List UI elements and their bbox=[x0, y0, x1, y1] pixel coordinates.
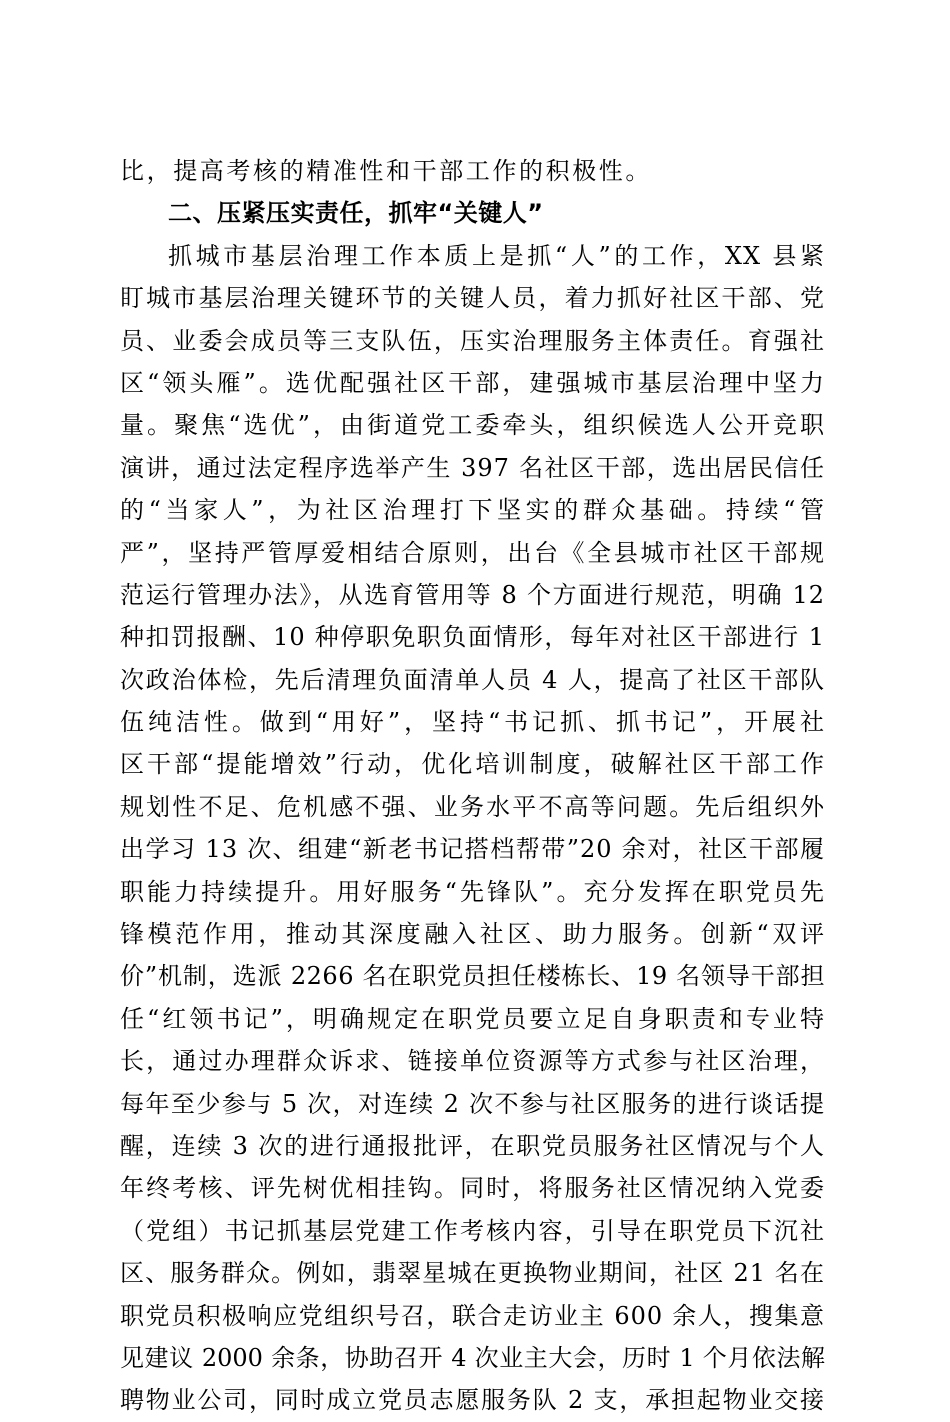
paragraph-line: 每年至少参与 5 次，对连续 2 次不参与社区服务的进行谈话提 bbox=[120, 1089, 825, 1118]
paragraph-line: 任“红领书记”，明确规定在职党员要立足自身职责和专业特 bbox=[120, 1004, 825, 1033]
paragraph-line: 种扣罚报酬、10 种停职免职负面情形，每年对社区干部进行 1 bbox=[120, 623, 825, 652]
paragraph-line: 盯城市基层治理关键环节的关键人员，着力抓好社区干部、党 bbox=[120, 284, 825, 313]
paragraph-first-line: 抓城市基层治理工作本质上是抓“人”的工作，XX 县紧 bbox=[168, 241, 825, 270]
paragraph-line: 锋模范作用，推动其深度融入社区、助力服务。创新“双评 bbox=[120, 920, 825, 949]
paragraph-line: 聘物业公司，同时成立党员志愿服务队 2 支，承担起物业交接 bbox=[120, 1386, 825, 1415]
paragraph-line: 出学习 13 次、组建“新老书记搭档帮带”20 余对，社区干部履 bbox=[120, 835, 825, 864]
paragraph-line: 区、服务群众。例如，翡翠星城在更换物业期间，社区 21 名在 bbox=[120, 1259, 825, 1288]
paragraph-line: 年终考核、评先树优相挂钩。同时，将服务社区情况纳入党委 bbox=[120, 1174, 825, 1203]
paragraph-line: 长，通过办理群众诉求、链接单位资源等方式参与社区治理， bbox=[120, 1047, 825, 1076]
document-body bbox=[120, 150, 825, 1422]
section-heading: 二、压紧压实责任，抓牢“关键人” bbox=[168, 199, 544, 228]
paragraph-line: 职党员积极响应党组织号召，联合走访业主 600 余人，搜集意 bbox=[120, 1301, 825, 1330]
paragraph-end-line: 比，提高考核的精准性和干部工作的积极性。 bbox=[120, 157, 652, 185]
paragraph-line: 的“当家人”，为社区治理打下坚实的群众基础。持续“管 bbox=[120, 496, 825, 525]
paragraph-line: 范运行管理办法》，从选育管用等 8 个方面进行规范，明确 12 bbox=[120, 580, 825, 609]
paragraph-line: 演讲，通过法定程序选举产生 397 名社区干部，选出居民信任 bbox=[120, 453, 825, 482]
paragraph-line: 区干部“提能增效”行动，优化培训制度，破解社区干部工作 bbox=[120, 750, 825, 779]
paragraph-line: 区“领头雁”。选优配强社区干部，建强城市基层治理中坚力 bbox=[120, 368, 825, 397]
paragraph-line: 职能力持续提升。用好服务“先锋队”。充分发挥在职党员先 bbox=[120, 877, 825, 906]
paragraph-line: 伍纯洁性。做到“用好”，坚持“书记抓、抓书记”，开展社 bbox=[120, 708, 825, 737]
paragraph-line: 次政治体检，先后清理负面清单人员 4 人，提高了社区干部队 bbox=[120, 665, 825, 694]
paragraph-line: 见建议 2000 余条，协助召开 4 次业主大会，历时 1 个月依法解 bbox=[120, 1343, 825, 1372]
paragraph-line: 醒，连续 3 次的进行通报批评，在职党员服务社区情况与个人 bbox=[120, 1131, 825, 1160]
paragraph-line: （党组）书记抓基层党建工作考核内容，引导在职党员下沉社 bbox=[120, 1216, 825, 1245]
paragraph-line: 量。聚焦“选优”，由街道党工委牵头，组织候选人公开竞职 bbox=[120, 411, 825, 440]
paragraph-line: 严”，坚持严管厚爱相结合原则，出台《全县城市社区干部规 bbox=[120, 538, 825, 567]
paragraph-line: 价”机制，选派 2266 名在职党员担任楼栋长、19 名领导干部担 bbox=[120, 962, 825, 991]
paragraph-line: 员、业委会成员等三支队伍，压实治理服务主体责任。育强社 bbox=[120, 326, 825, 355]
paragraph-line: 规划性不足、危机感不强、业务水平不高等问题。先后组织外 bbox=[120, 792, 825, 821]
